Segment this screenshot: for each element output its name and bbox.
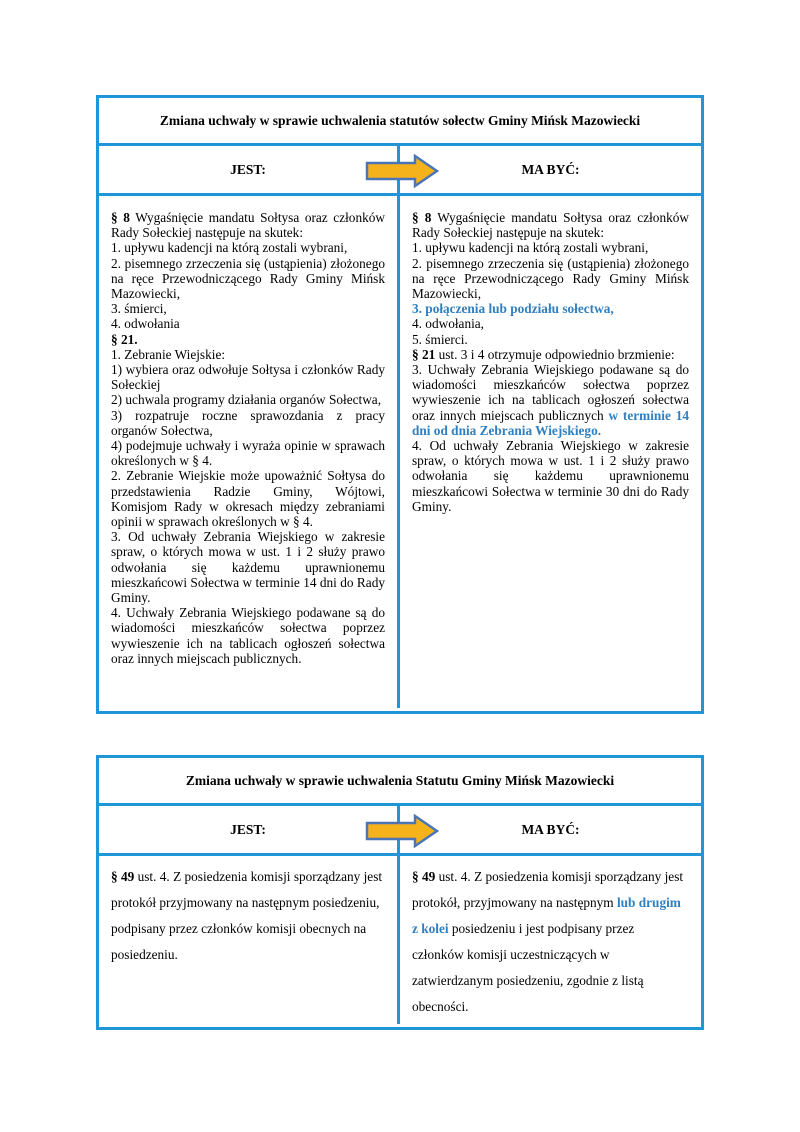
sec49-paragraph xyxy=(111,864,385,968)
table-title xyxy=(99,98,701,146)
right-arrow-icon xyxy=(365,814,439,848)
section-number: § 49 xyxy=(412,869,436,884)
jest-column xyxy=(99,196,400,708)
list-item: 4. Uchwały Zebrania Wiejskiego podawane są do wiadomości mieszkańców sołectwa poprzez wywieszenie ich na tablicach ogłoszeń sołectwa oraz innych miejscach publicznych. xyxy=(111,605,385,666)
list-item xyxy=(412,362,689,438)
list-item: 4. odwołania, xyxy=(412,316,485,332)
list-item: 1) wybiera oraz odwołuje Sołtysa i członków Rady Sołeckiej xyxy=(111,362,385,393)
list-item: 5. śmierci. xyxy=(412,331,468,347)
table-body xyxy=(99,856,701,1024)
section-text: Wygaśnięcie mandatu Sołtysa oraz członków Rady Sołeckiej następuje na skutek: xyxy=(111,210,385,241)
sec8-paragraph xyxy=(412,210,689,240)
table-title-text: Zmiana uchwały w sprawie uchwalenia statutów sołectw Gminy Mińsk Mazowiecki xyxy=(159,112,641,128)
header-ma-byc: MA BYĆ: xyxy=(521,161,580,177)
comparison-table-1 xyxy=(96,95,704,714)
list-item: 1. upływu kadencji na którą zostali wybrani, xyxy=(412,240,649,256)
table-header-row xyxy=(99,146,701,196)
table-body xyxy=(99,196,701,708)
ma-byc-column xyxy=(400,196,701,708)
header-jest: JEST: xyxy=(99,146,400,193)
section-text: ust. 4. Z posiedzenia komisji sporządzany jest protokół, przyjmowany na następnym xyxy=(412,869,684,910)
highlighted-list-item: 3. połączenia lub podziału sołectwa, xyxy=(412,301,614,317)
section-number: § 8 xyxy=(412,210,432,225)
list-item: 2. pisemnego zrzeczenia się (ustąpienia) złożonego na ręce Przewodniczącego Rady Gminy Mińsk Mazowiecki, xyxy=(111,255,385,302)
list-item: 3. Od uchwały Zebrania Wiejskiego w zakresie spraw, o których mowa w ust. 1 i 2 służy prawo odwołania się każdemu uprawnionemu mieszkańcowi Sołectwa w terminie 14 dni do Rady Gminy. xyxy=(111,529,385,606)
section-text: Wygaśnięcie mandatu Sołtysa oraz członków Rady Sołeckiej następuje na skutek: xyxy=(412,210,689,241)
comparison-table-2 xyxy=(96,755,704,1030)
list-item: 3. śmierci, xyxy=(111,301,167,317)
highlighted-text: w terminie 14 dni od dnia Zebrania Wiejskiego. xyxy=(412,407,690,438)
text: 3. Uchwały Zebrania Wiejskiego podawane są do wiadomości mieszkańców sołectwa poprzez wywieszenie ich na tablicach ogłoszeń sołectwa oraz innych miejscach publicznych xyxy=(412,362,689,423)
section-text: posiedzeniu i jest podpisany przez członków komisji uczestniczących w zatwierdzanym posiedzeniu, zgodnie z listą obecności. xyxy=(412,921,644,1014)
list-item: 2. Zebranie Wiejskie może upoważnić Sołtysa do przedstawienia Radzie Gminy, Wójtowi, Komisjom Rady w okresach między zebraniami opinii w sprawach określonych w § 4. xyxy=(111,468,385,530)
sec49-paragraph xyxy=(412,864,689,1020)
ma-byc-column xyxy=(400,856,701,1024)
jest-column xyxy=(99,856,400,1024)
section-number: § 21. xyxy=(111,331,138,347)
header-ma-byc: MA BYĆ: xyxy=(521,821,580,837)
section-text: ust. 3 i 4 otrzymuje odpowiednio brzmienie: xyxy=(435,346,675,362)
right-arrow-icon xyxy=(365,154,439,188)
section-number: § 8 xyxy=(111,210,130,225)
list-item: 4. odwołania xyxy=(111,316,180,332)
section-number: § 21 xyxy=(412,346,436,362)
list-item: 4. Od uchwały Zebrania Wiejskiego w zakresie spraw, o których mowa w ust. 1 i 2 służy prawo odwołania się każdemu uprawnionemu mieszkańcowi Sołectwa w terminie 30 dni do Rady Gminy. xyxy=(412,438,689,514)
table-header-row xyxy=(99,806,701,856)
highlighted-text: lub drugim z kolei xyxy=(412,895,681,936)
header-jest: JEST: xyxy=(99,806,400,853)
list-item: 1. upływu kadencji na którą zostali wybrani, xyxy=(111,240,348,256)
sec8-paragraph xyxy=(111,210,385,240)
list-item: 2) uchwala programy działania organów Sołectwa, xyxy=(111,392,382,408)
list-item: 1. Zebranie Wiejskie: xyxy=(111,346,226,362)
list-item: 4) podejmuje uchwały i wyraża opinie w sprawach określonych w § 4. xyxy=(111,438,385,469)
section-text: ust. 4. Z posiedzenia komisji sporządzany jest protokół przyjmowany na następnym posiedzeniu, podpisany przez członków komisji obecnych na posiedzeniu. xyxy=(111,869,383,962)
table-title-text: Zmiana uchwały w sprawie uchwalenia Statutu Gminy Mińsk Mazowiecki xyxy=(185,772,615,788)
list-item: 3) rozpatruje roczne sprawozdania z pracy organów Sołectwa, xyxy=(111,407,385,438)
sec21-paragraph xyxy=(412,347,689,362)
section-number: § 49 xyxy=(111,869,135,884)
table-title xyxy=(99,758,701,806)
list-item: 2. pisemnego zrzeczenia się (ustąpienia) złożonego na ręce Przewodniczącego Rady Gminy Mińsk Mazowiecki, xyxy=(412,255,689,302)
